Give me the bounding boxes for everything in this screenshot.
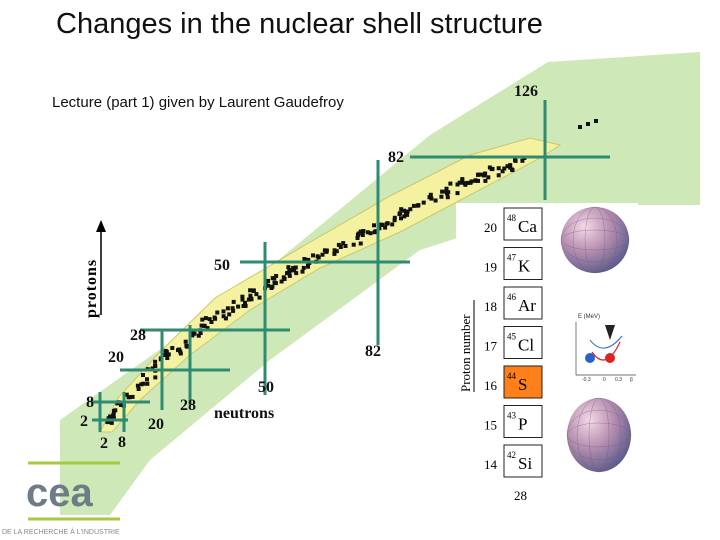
inset-tick-pos: 0.3 — [615, 377, 622, 383]
stable-nucleus — [232, 300, 236, 304]
stable-nucleus — [393, 216, 397, 220]
proton-magic-2: 2 — [80, 413, 88, 430]
stable-nucleus — [254, 292, 258, 296]
stable-nucleus — [510, 168, 514, 172]
stable-nucleus — [405, 213, 409, 217]
stable-nucleus — [141, 373, 145, 377]
stable-nucleus — [460, 177, 464, 181]
stable-nucleus — [385, 222, 389, 226]
stable-nucleus — [352, 243, 356, 247]
stable-nucleus — [497, 166, 501, 170]
neutron-magic-2: 2 — [100, 435, 108, 452]
stable-nucleus — [311, 253, 315, 257]
proton-number-axis-label: Proton number — [458, 314, 473, 392]
stable-nucleus — [337, 243, 341, 247]
neutron-magic-8: 8 — [118, 434, 126, 451]
spherical-nucleus-icon — [561, 207, 629, 273]
stable-nucleus — [113, 408, 117, 412]
stable-nucleus — [302, 266, 306, 270]
stable-nucleus — [508, 163, 512, 167]
isotone-mass: 48 — [507, 213, 516, 223]
isotone-z-label: 19 — [484, 259, 497, 275]
stable-nucleus — [139, 382, 143, 386]
stable-nucleus — [226, 306, 230, 310]
stable-nucleus — [294, 271, 298, 275]
stable-nucleus — [210, 320, 214, 324]
footer-text: DE LA RECHERCHE À L'INDUSTRIE — [2, 529, 120, 536]
proton-magic-8: 8 — [86, 394, 94, 411]
stable-nucleus — [429, 193, 433, 197]
stable-nucleus — [448, 182, 452, 186]
stable-nucleus — [227, 312, 231, 316]
stable-nucleus — [439, 195, 443, 199]
stable-nucleus — [231, 309, 235, 313]
stable-nucleus — [422, 201, 426, 205]
stable-nucleus — [476, 179, 480, 183]
stable-nucleus — [586, 122, 590, 126]
stable-nucleus — [242, 304, 246, 308]
page-title: Changes in the nuclear shell structure — [56, 8, 543, 40]
stable-nucleus — [456, 191, 460, 195]
stable-nucleus — [578, 125, 582, 129]
stable-nucleus — [514, 159, 518, 163]
stable-nucleus — [594, 119, 598, 123]
protons-axis-arrowhead — [96, 220, 106, 232]
stable-nucleus — [390, 222, 394, 226]
stable-nucleus — [497, 173, 501, 177]
stable-nucleus — [482, 173, 486, 177]
stable-nucleus — [408, 207, 412, 211]
stable-nucleus — [381, 223, 385, 227]
stable-nucleus — [488, 166, 492, 170]
protons-axis-label: protons — [83, 258, 100, 318]
stable-nucleus — [213, 317, 217, 321]
stable-nucleus — [286, 265, 290, 269]
isotone-mass: 46 — [507, 292, 516, 302]
stable-nucleus — [317, 256, 321, 260]
stable-nucleus — [163, 353, 167, 357]
isotone-z-label: 20 — [484, 220, 497, 235]
stable-nucleus — [250, 297, 254, 301]
stable-nucleus — [170, 346, 174, 350]
isotone-mass: 44 — [507, 371, 516, 381]
stable-nucleus — [176, 348, 180, 352]
isotone-z-label: 16 — [484, 378, 497, 393]
stable-nucleus — [222, 314, 226, 318]
stable-nucleus — [153, 375, 157, 379]
neutron-magic-126: 126 — [514, 83, 538, 100]
stable-nucleus — [153, 360, 157, 364]
isotone-symbol: Ca — [518, 217, 537, 236]
proton-magic-28: 28 — [130, 327, 146, 344]
inset-tick-neg: -0.3 — [582, 377, 591, 383]
stable-nucleus — [145, 377, 149, 381]
isotone-mass: 43 — [507, 410, 516, 421]
stable-nucleus — [301, 270, 305, 274]
stable-nucleus — [325, 249, 329, 253]
stable-nucleus — [501, 169, 505, 173]
stable-nucleus — [287, 271, 291, 275]
stable-nucleus — [369, 231, 373, 235]
stable-nucleus — [294, 266, 298, 270]
stable-nucleus — [184, 340, 188, 344]
inset-tick-beta: β — [630, 377, 633, 383]
stable-nucleus — [483, 179, 487, 183]
isotone-symbol: Si — [518, 454, 533, 473]
proton-magic-20: 20 — [108, 349, 124, 366]
stable-nucleus — [302, 257, 306, 261]
stable-nucleus — [128, 395, 132, 399]
stable-nucleus — [344, 244, 348, 248]
isotone-z-label: 14 — [484, 457, 497, 472]
inset-red-ball — [605, 353, 615, 363]
stable-nucleus — [204, 316, 208, 320]
stable-nucleus — [202, 324, 206, 328]
stable-nucleus — [248, 288, 252, 292]
stable-nucleus — [468, 181, 472, 185]
isotone-z-label: 18 — [484, 299, 497, 314]
stable-nucleus — [440, 190, 444, 194]
stable-nucleus — [412, 204, 416, 208]
neutron-magic-20: 20 — [148, 416, 164, 433]
stable-nucleus — [184, 344, 188, 348]
deformed-nucleus-icon — [567, 398, 631, 472]
stable-nucleus — [274, 281, 278, 285]
stable-nucleus — [258, 296, 262, 300]
stable-nucleus — [283, 277, 287, 281]
lecture-subtitle: Lecture (part 1) given by Laurent Gaudefroy — [52, 94, 344, 111]
neutrons-axis-label: neutrons — [214, 405, 275, 422]
stable-nucleus — [200, 318, 204, 322]
stable-nucleus — [429, 197, 433, 201]
isotone-symbol: Ar — [518, 296, 536, 315]
svg-text:cea: cea — [26, 471, 93, 515]
neutron-magic-28: 28 — [180, 397, 196, 414]
isotone-symbol: Cl — [518, 335, 535, 355]
stable-nucleus — [359, 242, 363, 246]
stable-nucleus — [236, 305, 240, 309]
proton-magic-50: 50 — [214, 257, 230, 274]
stable-nucleus — [434, 199, 438, 203]
stable-nucleus — [333, 248, 337, 252]
stable-nucleus — [321, 253, 325, 257]
stable-nucleus — [199, 331, 203, 335]
proton-magic-82: 82 — [388, 149, 404, 166]
stable-nucleus — [145, 382, 149, 386]
neutron-number-label: 28 — [514, 488, 527, 503]
stable-nucleus — [306, 265, 310, 269]
stable-nucleus — [164, 349, 168, 353]
neutron-magic-82: 82 — [365, 343, 381, 360]
stable-nucleus — [137, 387, 141, 391]
inset-tick-zero: 0 — [603, 377, 606, 383]
isotone-mass: 42 — [507, 450, 516, 460]
isotone-mass: 45 — [507, 331, 516, 342]
stable-nucleus — [361, 233, 365, 237]
isotone-z-label: 17 — [484, 338, 497, 354]
stable-nucleus — [444, 190, 448, 194]
stable-nucleus — [167, 352, 171, 356]
isotone-symbol: S — [518, 375, 528, 394]
stable-nucleus — [111, 413, 115, 417]
inset-y-label: E (MeV) — [578, 314, 601, 320]
stable-nucleus — [274, 274, 278, 278]
isotone-symbol: K — [518, 256, 531, 276]
stable-nucleus — [446, 195, 450, 199]
isotone-mass: 47 — [507, 252, 516, 263]
stable-nucleus — [270, 285, 274, 289]
stable-nucleus — [416, 204, 420, 208]
energy-inset — [568, 302, 640, 383]
stable-nucleus — [241, 298, 245, 302]
inset-blue-ball — [585, 353, 595, 363]
stable-nucleus — [215, 311, 219, 315]
neutron-magic-50: 50 — [258, 379, 274, 396]
isotone-symbol: P — [518, 414, 528, 434]
stable-nucleus — [372, 223, 376, 227]
isotone-z-label: 15 — [484, 417, 497, 433]
stable-nucleus — [463, 181, 467, 185]
stable-nucleus — [486, 175, 490, 179]
stable-nucleus — [222, 309, 226, 313]
stable-nucleus — [398, 212, 402, 216]
